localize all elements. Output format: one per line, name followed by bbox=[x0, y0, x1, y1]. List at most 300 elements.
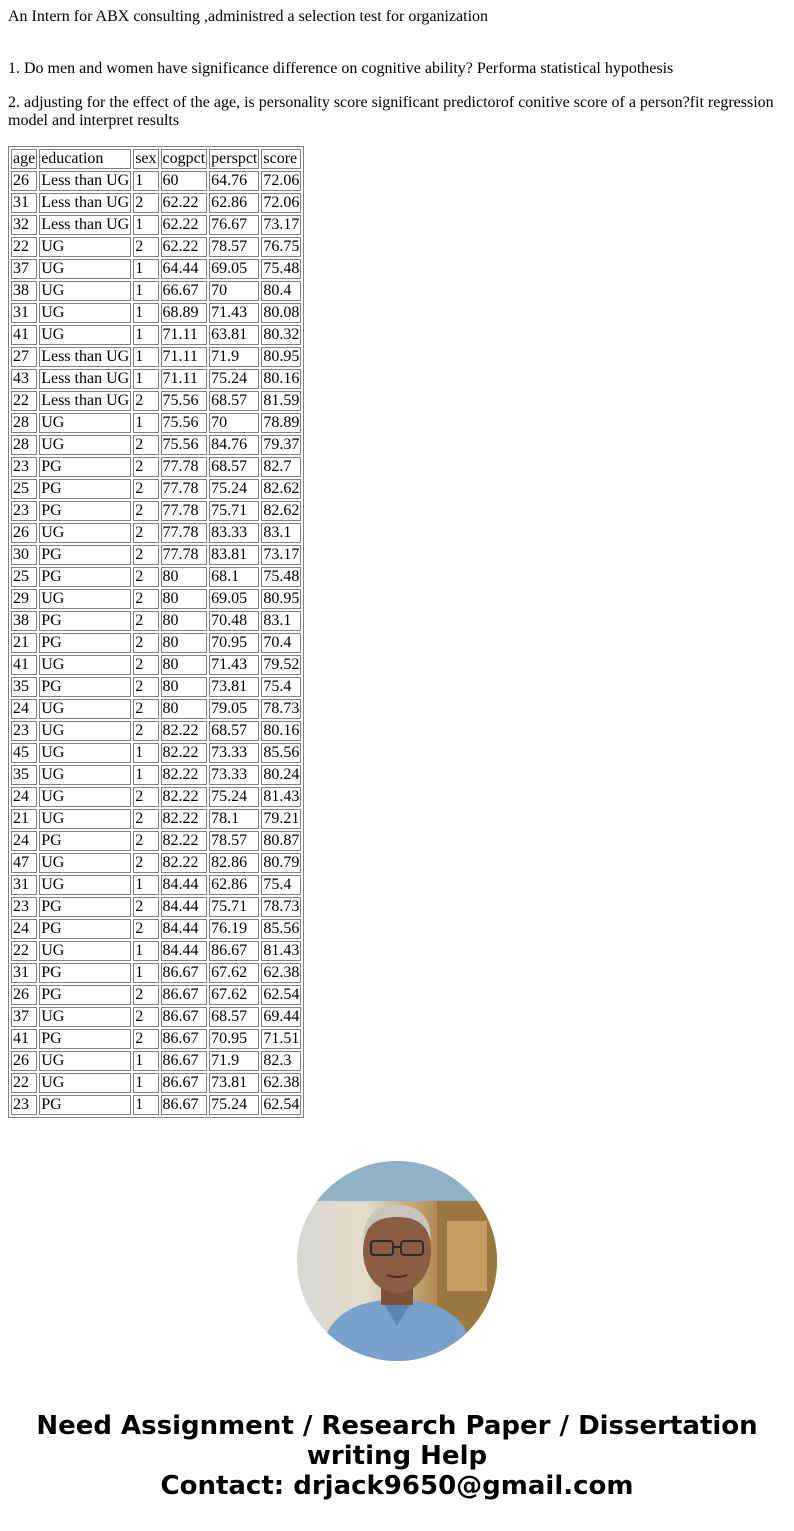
cell-sex: 2 bbox=[133, 633, 158, 653]
cell-age: 30 bbox=[11, 545, 37, 565]
cell-sex: 2 bbox=[133, 721, 158, 741]
cell-score: 80.16 bbox=[263, 370, 300, 387]
table-row bbox=[11, 721, 301, 741]
cell-sex: 1 bbox=[133, 171, 158, 191]
cell-education: PG bbox=[39, 545, 131, 565]
cell-cogpct: 68.89 bbox=[161, 303, 208, 323]
table-row bbox=[11, 457, 301, 477]
cell-age: 38 bbox=[11, 611, 37, 631]
cell-score: 78.73 bbox=[263, 700, 300, 717]
cell-score: 73.17 bbox=[263, 216, 300, 233]
table-row bbox=[11, 831, 301, 851]
cell-score: 62.38 bbox=[263, 1074, 300, 1091]
cell-score: 79.52 bbox=[263, 656, 300, 673]
cell-education: PG bbox=[39, 963, 131, 983]
cell-score: 85.56 bbox=[263, 744, 300, 761]
cell-sex: 2 bbox=[133, 435, 158, 455]
table-row bbox=[11, 325, 301, 345]
cell-score: 82.62 bbox=[263, 480, 300, 497]
cell-sex: 2 bbox=[133, 655, 158, 675]
cell-age: 24 bbox=[11, 699, 37, 719]
cell-education: PG bbox=[39, 633, 131, 653]
cell-score: 80.32 bbox=[263, 326, 300, 343]
cell-perspct: 75.24 bbox=[209, 369, 259, 389]
cell-perspct: 82.86 bbox=[209, 853, 259, 873]
cell-score: 62.54 bbox=[263, 1096, 300, 1113]
cell-perspct: 76.19 bbox=[209, 919, 259, 939]
cell-perspct: 68.57 bbox=[209, 1007, 259, 1027]
table-row bbox=[11, 919, 301, 939]
cell-age: 35 bbox=[11, 677, 37, 697]
table-row bbox=[11, 1073, 301, 1093]
cell-perspct: 70.95 bbox=[209, 633, 259, 653]
cell-perspct: 71.9 bbox=[209, 1051, 259, 1071]
cell-cogpct: 80 bbox=[161, 611, 208, 631]
cell-cogpct: 82.22 bbox=[161, 743, 208, 763]
cell-sex: 1 bbox=[133, 963, 158, 983]
cell-age: 28 bbox=[11, 413, 37, 433]
cell-perspct: 71.43 bbox=[209, 303, 259, 323]
data-table-container bbox=[8, 146, 338, 1122]
cell-education: UG bbox=[39, 655, 131, 675]
cell-education: Less than UG bbox=[41, 216, 130, 233]
cell-age: 26 bbox=[11, 523, 37, 543]
cell-sex: 2 bbox=[133, 677, 158, 697]
table-row bbox=[11, 875, 301, 895]
cell-education: UG bbox=[39, 303, 131, 323]
table-row bbox=[11, 171, 301, 191]
table-row bbox=[11, 765, 301, 785]
cell-sex: 1 bbox=[133, 413, 158, 433]
cell-cogpct: 84.44 bbox=[161, 875, 208, 895]
cell-education: UG bbox=[39, 875, 131, 895]
table-body bbox=[11, 171, 301, 1115]
cell-cogpct: 86.67 bbox=[161, 1029, 208, 1049]
cell-perspct: 70.95 bbox=[209, 1029, 259, 1049]
cell-score: 78.89 bbox=[263, 414, 300, 431]
cell-score: 79.37 bbox=[263, 436, 300, 453]
cell-education: UG bbox=[39, 589, 131, 609]
cell-perspct: 71.9 bbox=[209, 347, 259, 367]
cell-score: 80.24 bbox=[263, 766, 300, 783]
cell-sex: 2 bbox=[133, 831, 158, 851]
cell-education: PG bbox=[39, 501, 131, 521]
header-education: education bbox=[39, 149, 131, 169]
cell-age: 21 bbox=[11, 633, 37, 653]
cell-cogpct: 82.22 bbox=[161, 809, 208, 829]
cell-sex: 2 bbox=[133, 523, 158, 543]
cell-score: 72.06 bbox=[263, 194, 300, 211]
cell-perspct: 70.48 bbox=[209, 611, 259, 631]
cell-cogpct: 62.22 bbox=[161, 215, 208, 235]
cell-perspct: 83.81 bbox=[209, 545, 259, 565]
cell-perspct: 76.67 bbox=[209, 215, 259, 235]
cell-score: 62.54 bbox=[263, 986, 300, 1003]
cell-sex: 2 bbox=[133, 787, 158, 807]
table-header-row bbox=[11, 149, 301, 169]
cell-education: UG bbox=[39, 1073, 131, 1093]
cell-education: UG bbox=[39, 325, 131, 345]
cell-score: 71.51 bbox=[263, 1030, 300, 1047]
table-row bbox=[11, 303, 301, 323]
cell-education: UG bbox=[39, 809, 131, 829]
cell-perspct: 68.57 bbox=[209, 391, 259, 411]
table-row bbox=[11, 237, 301, 257]
table-row bbox=[11, 501, 301, 521]
cell-perspct: 68.57 bbox=[209, 457, 259, 477]
table-row bbox=[11, 1051, 301, 1071]
promo-contact: Contact: drjack9650@gmail.com bbox=[160, 1471, 634, 1501]
cell-perspct: 73.81 bbox=[209, 677, 259, 697]
question-1: 1. Do men and women have significance difference on cognitive ability? Performa statistical hypothesis bbox=[8, 60, 674, 77]
cell-education: UG bbox=[39, 853, 131, 873]
data-table bbox=[8, 146, 304, 1118]
cell-sex: 1 bbox=[133, 259, 158, 279]
cell-cogpct: 86.67 bbox=[161, 1073, 208, 1093]
cell-age: 32 bbox=[11, 215, 37, 235]
cell-perspct: 69.05 bbox=[209, 259, 259, 279]
table-row bbox=[11, 699, 301, 719]
cell-age: 45 bbox=[11, 743, 37, 763]
cell-perspct: 73.81 bbox=[209, 1073, 259, 1093]
promo-line-2: writing Help bbox=[306, 1441, 488, 1471]
document-body bbox=[0, 8, 794, 1122]
cell-cogpct: 75.56 bbox=[161, 413, 208, 433]
header-cogpct: cogpct bbox=[162, 150, 206, 167]
table-row bbox=[11, 743, 301, 763]
header-age: age bbox=[13, 150, 36, 167]
cell-cogpct: 84.44 bbox=[161, 919, 208, 939]
cell-perspct: 75.24 bbox=[209, 479, 259, 499]
cell-age: 41 bbox=[11, 655, 37, 675]
cell-score: 79.21 bbox=[263, 810, 300, 827]
cell-cogpct: 71.11 bbox=[161, 347, 208, 367]
cell-education: Less than UG bbox=[41, 348, 130, 365]
table-row bbox=[11, 589, 301, 609]
cell-education: PG bbox=[39, 1029, 131, 1049]
cell-sex: 2 bbox=[133, 853, 158, 873]
cell-sex: 1 bbox=[133, 325, 158, 345]
cell-sex: 2 bbox=[133, 501, 158, 521]
cell-cogpct: 86.67 bbox=[161, 1007, 208, 1027]
cell-perspct: 86.67 bbox=[209, 941, 259, 961]
cell-age: 37 bbox=[11, 259, 37, 279]
cell-sex: 1 bbox=[133, 281, 158, 301]
cell-sex: 1 bbox=[133, 347, 158, 367]
cell-sex: 2 bbox=[133, 985, 158, 1005]
cell-age: 43 bbox=[11, 369, 37, 389]
cell-score: 80.87 bbox=[263, 832, 300, 849]
cell-age: 22 bbox=[11, 941, 37, 961]
table-row bbox=[11, 897, 301, 917]
cell-education: PG bbox=[39, 457, 131, 477]
cell-cogpct: 80 bbox=[161, 567, 208, 587]
cell-education: UG bbox=[39, 259, 131, 279]
cell-score: 69.44 bbox=[263, 1008, 300, 1025]
person-portrait-icon bbox=[297, 1161, 497, 1361]
table-row bbox=[11, 567, 301, 587]
table-row bbox=[11, 215, 301, 235]
cell-sex: 2 bbox=[133, 699, 158, 719]
cell-perspct: 67.62 bbox=[209, 963, 259, 983]
cell-cogpct: 82.22 bbox=[161, 853, 208, 873]
table-row bbox=[11, 391, 301, 411]
table-row bbox=[11, 479, 301, 499]
cell-age: 31 bbox=[11, 303, 37, 323]
cell-sex: 2 bbox=[133, 919, 158, 939]
cell-age: 21 bbox=[11, 809, 37, 829]
table-row bbox=[11, 413, 301, 433]
table-row bbox=[11, 1029, 301, 1049]
cell-education: Less than UG bbox=[41, 172, 130, 189]
cell-perspct: 73.33 bbox=[209, 743, 259, 763]
cell-education: Less than UG bbox=[41, 392, 130, 409]
cell-cogpct: 77.78 bbox=[161, 501, 208, 521]
cell-perspct: 71.43 bbox=[209, 655, 259, 675]
cell-age: 22 bbox=[11, 391, 37, 411]
cell-age: 23 bbox=[11, 1095, 37, 1115]
cell-age: 29 bbox=[11, 589, 37, 609]
cell-score: 75.4 bbox=[261, 677, 301, 697]
cell-cogpct: 75.56 bbox=[161, 391, 208, 411]
table-row bbox=[11, 281, 301, 301]
cell-sex: 2 bbox=[133, 457, 158, 477]
table-row bbox=[11, 611, 301, 631]
cell-sex: 1 bbox=[133, 765, 158, 785]
cell-sex: 1 bbox=[133, 1095, 158, 1115]
cell-age: 22 bbox=[11, 1073, 37, 1093]
header-score: score bbox=[261, 149, 301, 169]
cell-score: 70.4 bbox=[261, 633, 301, 653]
cell-cogpct: 71.11 bbox=[161, 325, 208, 345]
table-row bbox=[11, 809, 301, 829]
table-row bbox=[11, 655, 301, 675]
cell-score: 82.7 bbox=[261, 457, 301, 477]
cell-score: 80.79 bbox=[263, 854, 300, 871]
cell-score: 81.59 bbox=[263, 392, 300, 409]
cell-education: PG bbox=[39, 919, 131, 939]
cell-age: 26 bbox=[11, 985, 37, 1005]
cell-education: UG bbox=[39, 523, 131, 543]
cell-sex: 1 bbox=[133, 743, 158, 763]
cell-education: UG bbox=[39, 435, 131, 455]
cell-score: 76.75 bbox=[263, 238, 300, 255]
cell-education: UG bbox=[39, 787, 131, 807]
cell-sex: 2 bbox=[133, 1029, 158, 1049]
cell-age: 31 bbox=[11, 193, 37, 213]
cell-sex: 1 bbox=[133, 215, 158, 235]
cell-cogpct: 80 bbox=[161, 633, 208, 653]
cell-cogpct: 77.78 bbox=[161, 457, 208, 477]
cell-cogpct: 80 bbox=[161, 677, 208, 697]
cell-sex: 2 bbox=[133, 809, 158, 829]
cell-cogpct: 75.56 bbox=[161, 435, 208, 455]
cell-age: 22 bbox=[11, 237, 37, 257]
cell-education: PG bbox=[39, 677, 131, 697]
cell-education: PG bbox=[39, 611, 131, 631]
table-row bbox=[11, 1007, 301, 1027]
cell-cogpct: 82.22 bbox=[161, 765, 208, 785]
cell-education: UG bbox=[39, 699, 131, 719]
cell-perspct: 70 bbox=[209, 413, 259, 433]
table-row bbox=[11, 787, 301, 807]
intro-text: An Intern for ABX consulting ,administred a selection test for organization bbox=[8, 8, 489, 25]
cell-age: 41 bbox=[11, 325, 37, 345]
cell-score: 80.08 bbox=[263, 304, 300, 321]
cell-education: UG bbox=[39, 743, 131, 763]
cell-cogpct: 82.22 bbox=[161, 787, 208, 807]
cell-perspct: 68.57 bbox=[209, 721, 259, 741]
table-row bbox=[11, 941, 301, 961]
cell-score: 62.38 bbox=[263, 964, 300, 981]
table-row bbox=[11, 963, 301, 983]
cell-perspct: 63.81 bbox=[209, 325, 259, 345]
cell-age: 26 bbox=[11, 171, 37, 191]
cell-score: 80.4 bbox=[261, 281, 301, 301]
table-row bbox=[11, 1095, 301, 1115]
cell-score: 75.48 bbox=[263, 568, 300, 585]
table-row bbox=[11, 193, 301, 213]
cell-education: PG bbox=[39, 897, 131, 917]
cell-cogpct: 77.78 bbox=[161, 545, 208, 565]
cell-cogpct: 64.44 bbox=[161, 259, 208, 279]
cell-education: UG bbox=[39, 1007, 131, 1027]
cell-cogpct: 60 bbox=[161, 171, 208, 191]
cell-cogpct: 80 bbox=[161, 589, 208, 609]
cell-score: 72.06 bbox=[263, 172, 300, 189]
cell-perspct: 84.76 bbox=[209, 435, 259, 455]
cell-education: PG bbox=[39, 831, 131, 851]
cell-education: PG bbox=[39, 1095, 131, 1115]
cell-score: 83.1 bbox=[261, 611, 301, 631]
cell-cogpct: 77.78 bbox=[161, 523, 208, 543]
cell-sex: 2 bbox=[133, 1007, 158, 1027]
cell-sex: 1 bbox=[133, 303, 158, 323]
cell-education: Less than UG bbox=[41, 194, 130, 211]
cell-score: 82.62 bbox=[263, 502, 300, 519]
cell-age: 35 bbox=[11, 765, 37, 785]
cell-perspct: 67.62 bbox=[209, 985, 259, 1005]
table-row bbox=[11, 545, 301, 565]
cell-perspct: 68.1 bbox=[209, 567, 259, 587]
cell-age: 47 bbox=[11, 853, 37, 873]
cell-cogpct: 62.22 bbox=[161, 193, 208, 213]
cell-score: 83.1 bbox=[261, 523, 301, 543]
cell-perspct: 75.71 bbox=[209, 501, 259, 521]
table-row bbox=[11, 369, 301, 389]
cell-education: UG bbox=[39, 765, 131, 785]
cell-education: UG bbox=[39, 237, 131, 257]
cell-age: 24 bbox=[11, 831, 37, 851]
cell-perspct: 75.24 bbox=[209, 787, 259, 807]
cell-age: 26 bbox=[11, 1051, 37, 1071]
cell-cogpct: 66.67 bbox=[161, 281, 208, 301]
cell-education: UG bbox=[39, 413, 131, 433]
cell-score: 81.43 bbox=[263, 788, 300, 805]
cell-perspct: 62.86 bbox=[209, 875, 259, 895]
cell-sex: 1 bbox=[133, 1051, 158, 1071]
cell-age: 27 bbox=[11, 347, 37, 367]
cell-score: 75.48 bbox=[263, 260, 300, 277]
cell-education: PG bbox=[39, 567, 131, 587]
cell-score: 81.43 bbox=[263, 942, 300, 959]
cell-perspct: 64.76 bbox=[209, 171, 259, 191]
cell-cogpct: 82.22 bbox=[161, 831, 208, 851]
cell-sex: 2 bbox=[133, 897, 158, 917]
cell-sex: 2 bbox=[133, 611, 158, 631]
cell-score: 80.16 bbox=[263, 722, 300, 739]
table-row bbox=[11, 677, 301, 697]
table-row bbox=[11, 853, 301, 873]
cell-sex: 1 bbox=[133, 369, 158, 389]
cell-sex: 2 bbox=[133, 589, 158, 609]
cell-cogpct: 62.22 bbox=[161, 237, 208, 257]
cell-education: PG bbox=[39, 985, 131, 1005]
cell-sex: 1 bbox=[133, 1073, 158, 1093]
cell-cogpct: 77.78 bbox=[161, 479, 208, 499]
cell-cogpct: 86.67 bbox=[161, 1095, 208, 1115]
cell-score: 80.95 bbox=[263, 590, 300, 607]
cell-age: 25 bbox=[11, 479, 37, 499]
table-row bbox=[11, 633, 301, 653]
cell-education: UG bbox=[39, 721, 131, 741]
promo-line-1: Need Assignment / Research Paper / Dissertation bbox=[36, 1411, 758, 1441]
cell-cogpct: 86.67 bbox=[161, 985, 208, 1005]
cell-perspct: 78.57 bbox=[209, 237, 259, 257]
cell-age: 23 bbox=[11, 457, 37, 477]
table-row bbox=[11, 435, 301, 455]
cell-education: Less than UG bbox=[41, 370, 130, 387]
header-sex: sex bbox=[135, 150, 157, 167]
cell-sex: 1 bbox=[133, 875, 158, 895]
cell-age: 24 bbox=[11, 787, 37, 807]
cell-sex: 2 bbox=[133, 479, 158, 499]
cell-score: 75.4 bbox=[261, 875, 301, 895]
cell-age: 38 bbox=[11, 281, 37, 301]
cell-education: UG bbox=[39, 1051, 131, 1071]
cell-score: 82.3 bbox=[261, 1051, 301, 1071]
table-row bbox=[11, 259, 301, 279]
promo-banner bbox=[0, 1411, 794, 1501]
cell-education: PG bbox=[39, 479, 131, 499]
cell-perspct: 62.86 bbox=[209, 193, 259, 213]
cell-cogpct: 80 bbox=[161, 699, 208, 719]
cell-cogpct: 82.22 bbox=[161, 721, 208, 741]
cell-age: 31 bbox=[11, 963, 37, 983]
cell-age: 28 bbox=[11, 435, 37, 455]
cell-cogpct: 86.67 bbox=[161, 963, 208, 983]
cell-perspct: 83.33 bbox=[209, 523, 259, 543]
cell-education: UG bbox=[39, 281, 131, 301]
cell-perspct: 75.71 bbox=[209, 897, 259, 917]
cell-sex: 2 bbox=[133, 193, 158, 213]
cell-perspct: 79.05 bbox=[209, 699, 259, 719]
cell-perspct: 78.57 bbox=[209, 831, 259, 851]
cell-age: 23 bbox=[11, 897, 37, 917]
cell-score: 80.95 bbox=[263, 348, 300, 365]
cell-age: 23 bbox=[11, 501, 37, 521]
cell-age: 37 bbox=[11, 1007, 37, 1027]
cell-perspct: 70 bbox=[209, 281, 259, 301]
cell-perspct: 78.1 bbox=[209, 809, 259, 829]
cell-education: UG bbox=[39, 941, 131, 961]
cell-score: 85.56 bbox=[263, 920, 300, 937]
header-perspct: perspct bbox=[211, 150, 258, 167]
cell-cogpct: 71.11 bbox=[161, 369, 208, 389]
table-row bbox=[11, 985, 301, 1005]
cell-age: 25 bbox=[11, 567, 37, 587]
cell-age: 41 bbox=[11, 1029, 37, 1049]
